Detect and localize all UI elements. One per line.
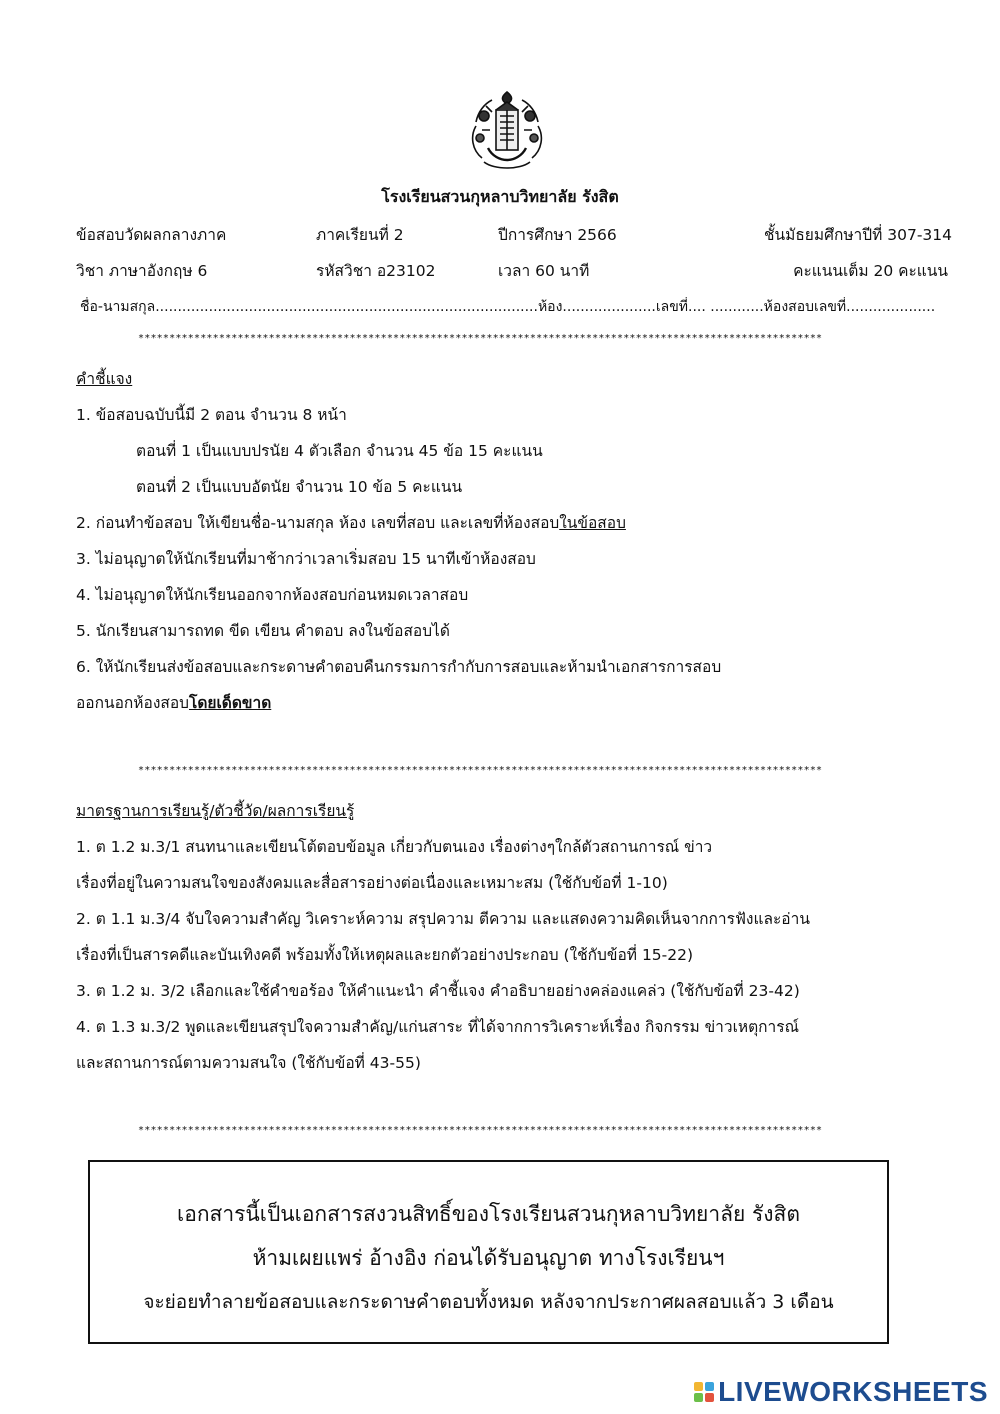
exam-type: ข้อสอบวัดผลกลางภาค — [76, 226, 227, 244]
standards-line: 4. ต 1.3 ม.3/2 พูดและเขียนสรุปใจความสำคัญ/แก่นสาระ ที่ได้จากการวิเคราะห์เรื่อง กิจกรรม ข่าวเหตุการณ์ — [76, 1018, 799, 1036]
full-score: คะแนนเต็ม 20 คะแนน — [793, 262, 948, 280]
standards-line: 2. ต 1.1 ม.3/4 จับใจความสำคัญ วิเคราะห์ความ สรุปความ ตีความ และแสดงความคิดเห็นจากการฟังและอ่าน — [76, 910, 810, 928]
brand-text: LIVEWORKSHEETS — [718, 1376, 988, 1407]
grade-level: ชั้นมัธยมศึกษาปีที่ 307-314 — [764, 226, 952, 244]
standards-heading: มาตรฐานการเรียนรู้/ตัวชี้วัด/ผลการเรียนรู้ — [76, 802, 355, 820]
standards-line: เรื่องที่เป็นสารคดีและบันเทิงคดี พร้อมทั้งให้เหตุผลและยกตัวอย่างประกอบ (ใช้กับข้อที่ 15-22) — [76, 946, 694, 964]
standards-line: และสถานการณ์ตามความสนใจ (ใช้กับข้อที่ 43-55) — [76, 1054, 421, 1072]
notice-line: ห้ามเผยแพร่ อ้างอิง ก่อนได้รับอนุญาต ทางโรงเรียนฯ — [252, 1246, 725, 1270]
liveworksheets-logo-icon — [694, 1382, 714, 1402]
semester: ภาคเรียนที่ 2 — [316, 226, 404, 244]
separator: ************************************************************************************************************** — [138, 765, 823, 776]
school-name: โรงเรียนสวนกุหลาบวิทยาลัย รังสิต — [381, 187, 619, 206]
academic-year: ปีการศึกษา 2566 — [498, 226, 617, 244]
list-item: ตอนที่ 2 เป็นแบบอัตนัย จำนวน 10 ข้อ 5 คะแนน — [136, 478, 463, 496]
notice-line: เอกสารนี้เป็นเอกสารสงวนสิทธิ์ของโรงเรียนสวนกุหลาบวิทยาลัย รังสิต — [177, 1202, 800, 1226]
subject: วิชา ภาษาอังกฤษ 6 — [76, 262, 208, 280]
standards-line: 1. ต 1.2 ม.3/1 สนทนาและเขียนโต้ตอบข้อมูล เกี่ยวกับตนเอง เรื่องต่างๆใกล้ตัวสถานการณ์ ข่าว — [76, 838, 713, 856]
list-item: 1. ข้อสอบฉบับนี้มี 2 ตอน จำนวน 8 หน้า — [76, 406, 347, 424]
liveworksheets-brand[interactable] — [694, 1376, 988, 1408]
list-item: 6. ให้นักเรียนส่งข้อสอบและกระดาษคำตอบคืนกรรมการกำกับการสอบและห้ามนำเอกสารการสอบ — [76, 658, 722, 676]
list-item: 3. ไม่อนุญาตให้นักเรียนที่มาช้ากว่าเวลาเริ่มสอบ 15 นาทีเข้าห้องสอบ — [76, 550, 536, 568]
standards-line: 3. ต 1.2 ม. 3/2 เลือกและใช้คำขอร้อง ให้คำแนะนำ คำชี้แจง คำอธิบายอย่างคล่องแคล่ว (ใช้กับข้อที่ 23-42) — [76, 982, 800, 1000]
list-item-emphasis: ในข้อสอบ — [559, 514, 626, 532]
list-item: ตอนที่ 1 เป็นแบบปรนัย 4 ตัวเลือก จำนวน 45 ข้อ 15 คะแนน — [136, 442, 543, 460]
standards-line: เรื่องที่อยู่ในความสนใจของสังคมและสื่อสารอย่างต่อเนื่องและเหมาะสม (ใช้กับข้อที่ 1-10) — [76, 874, 668, 892]
exam-time: เวลา 60 นาที — [498, 262, 590, 280]
instructions-heading: คำชี้แจง — [76, 370, 133, 388]
list-item-text: 2. ก่อนทำข้อสอบ ให้เขียนชื่อ-นามสกุล ห้อง เลขที่สอบ และเลขที่ห้องสอบ — [76, 514, 560, 532]
list-item: 4. ไม่อนุญาตให้นักเรียนออกจากห้องสอบก่อนหมดเวลาสอบ — [76, 586, 469, 604]
separator: ************************************************************************************************************** — [138, 333, 823, 344]
list-item — [76, 513, 626, 533]
notice-line: จะย่อยทำลายข้อสอบและกระดาษคำตอบทั้งหมด หลังจากประกาศผลสอบแล้ว 3 เดือน — [143, 1291, 834, 1313]
list-item — [76, 693, 271, 713]
copyright-notice-box — [88, 1160, 889, 1344]
separator: ************************************************************************************************************** — [138, 1125, 823, 1136]
list-item-text: ออกนอกห้องสอบ — [76, 694, 189, 712]
subject-code: รหัสวิชา อ23102 — [316, 262, 436, 280]
list-item-emphasis: โดยเด็ดขาด — [189, 694, 272, 712]
student-name-line: ชื่อ-นามสกุล......................................................................................ห้อง.....................เลขที่.... ............ห้องสอบเลขที่.................... — [80, 299, 936, 315]
school-emblem-icon — [462, 86, 552, 176]
list-item: 5. นักเรียนสามารถทด ขีด เขียน คำตอบ ลงในข้อสอบได้ — [76, 622, 450, 640]
